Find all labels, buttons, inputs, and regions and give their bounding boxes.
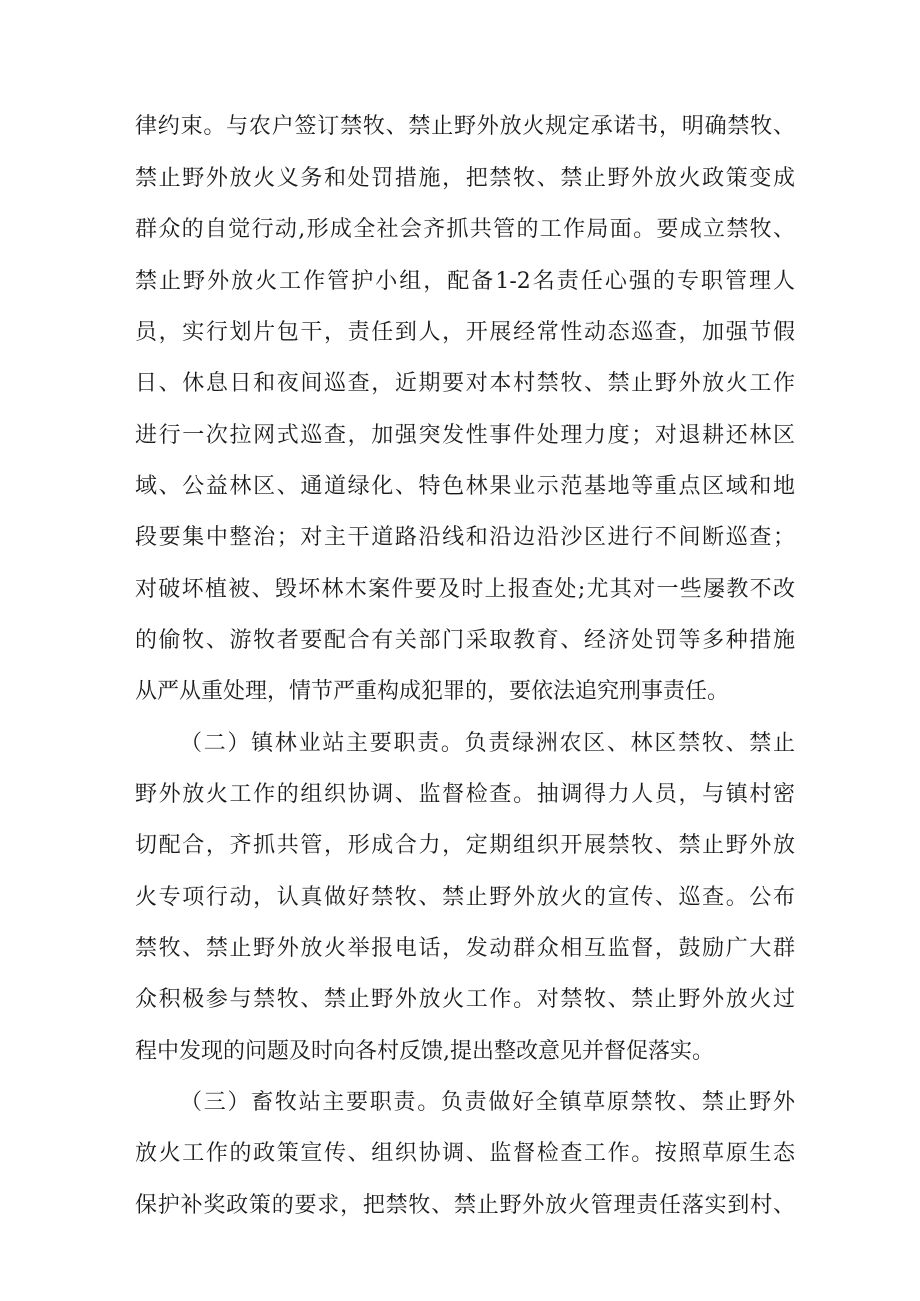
paragraph-1-line-8: 域、公益林区、通道绿化、特色林果业示范基地等重点区域和地: [135, 474, 795, 499]
paragraph-1-line-5: 员，实行划片包干，责任到人，开展经常性动态巡查，加强节假: [135, 320, 795, 345]
paragraph-2-line-4: 火专项行动，认真做好禁牧、禁止野外放火的宣传、巡查。公布: [135, 885, 795, 910]
paragraph-2-line-1: （二）镇林业站主要职责。负责绿洲农区、林区禁牧、禁止: [180, 731, 795, 756]
paragraph-3-line-3: 保护补奖政策的要求，把禁牧、禁止野外放火管理责任落实到村、: [135, 1193, 795, 1218]
paragraph-1-line-7: 进行一次拉网式巡查，加强突发性事件处理力度；对退耕还林区: [135, 423, 795, 448]
paragraph-2-line-7: 程中发现的问题及时向各村反馈,提出整改意见并督促落实。: [135, 1039, 714, 1064]
paragraph-1-line-4: 禁止野外放火工作管护小组，配备1-2名责任心强的专职管理人: [135, 269, 795, 294]
paragraph-2-line-2: 野外放火工作的组织协调、监督检查。抽调得力人员，与镇村密: [135, 782, 795, 807]
paragraph-1-line-3: 群众的自觉行动,形成全社会齐抓共管的工作局面。要成立禁牧、: [135, 217, 795, 242]
paragraph-3-line-1: （三）畜牧站主要职责。负责做好全镇草原禁牧、禁止野外: [180, 1090, 795, 1115]
paragraph-1-line-11: 的偷牧、游牧者要配合有关部门采取教育、经济处罚等多种措施: [135, 628, 795, 653]
paragraph-1-line-9: 段要集中整治；对主干道路沿线和沿边沿沙区进行不间断巡查；: [135, 525, 795, 550]
paragraph-2-line-5: 禁牧、禁止野外放火举报电话，发动群众相互监督，鼓励广大群: [135, 936, 795, 961]
paragraph-1-line-2: 禁止野外放火义务和处罚措施，把禁牧、禁止野外放火政策变成: [135, 166, 795, 191]
paragraph-1-line-1: 律约束。与农户签订禁牧、禁止野外放火规定承诺书，明确禁牧、: [135, 114, 795, 139]
paragraph-1-line-6: 日、休息日和夜间巡查，近期要对本村禁牧、禁止野外放火工作: [135, 371, 795, 396]
paragraph-2-line-6: 众积极参与禁牧、禁止野外放火工作。对禁牧、禁止野外放火过: [135, 987, 795, 1012]
paragraph-1-line-10: 对破坏植被、毁坏林木案件要及时上报查处;尤其对一些屡教不改: [135, 577, 795, 602]
paragraph-2-line-3: 切配合，齐抓共管，形成合力，定期组织开展禁牧、禁止野外放: [135, 833, 795, 858]
paragraph-1-line-12: 从严从重处理，情节严重构成犯罪的，要依法追究刑事责任。: [135, 679, 730, 704]
paragraph-3-line-2: 放火工作的政策宣传、组织协调、监督检查工作。按照草原生态: [135, 1141, 795, 1166]
